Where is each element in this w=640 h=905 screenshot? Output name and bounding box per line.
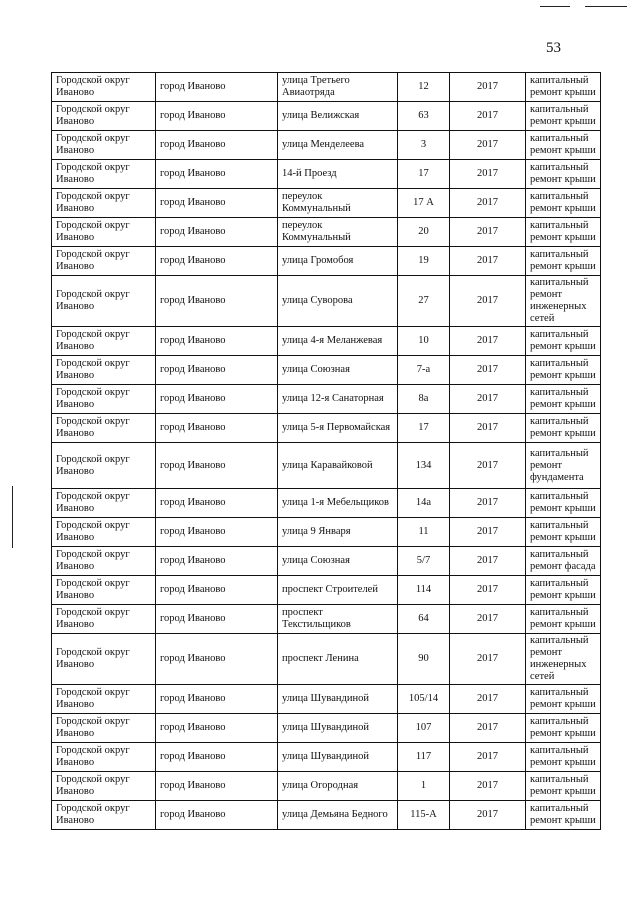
year-cell: 2017 [450, 685, 526, 714]
work-type-cell: капитальный ремонт инженерных сетей [526, 276, 601, 327]
work-type-cell: капитальный ремонт крыши [526, 327, 601, 356]
work-type-cell: капитальный ремонт крыши [526, 714, 601, 743]
street-cell: улица 12-я Санаторная [278, 385, 398, 414]
table-row [52, 189, 601, 218]
street-cell: улица Велижская [278, 102, 398, 131]
table-row [52, 518, 601, 547]
year-cell: 2017 [450, 743, 526, 772]
street-cell: улица Шувандиной [278, 714, 398, 743]
work-type-cell: капитальный ремонт крыши [526, 801, 601, 830]
scan-edge-mark-top-right [585, 6, 627, 7]
settlement-cell: город Иваново [156, 685, 278, 714]
work-type-cell: капитальный ремонт крыши [526, 489, 601, 518]
street-cell: улица Демьяна Бедного [278, 801, 398, 830]
settlement-cell: город Иваново [156, 634, 278, 685]
municipality-cell: Городской округ Иваново [52, 547, 156, 576]
municipality-cell: Городской округ Иваново [52, 189, 156, 218]
house-number-cell: 8а [398, 385, 450, 414]
municipality-cell: Городской округ Иваново [52, 247, 156, 276]
settlement-cell: город Иваново [156, 131, 278, 160]
settlement-cell: город Иваново [156, 218, 278, 247]
municipality-cell: Городской округ Иваново [52, 160, 156, 189]
house-number-cell: 90 [398, 634, 450, 685]
settlement-cell: город Иваново [156, 160, 278, 189]
table-row [52, 547, 601, 576]
year-cell: 2017 [450, 327, 526, 356]
work-type-cell: капитальный ремонт фасада [526, 547, 601, 576]
settlement-cell: город Иваново [156, 518, 278, 547]
house-number-cell: 12 [398, 73, 450, 102]
street-cell: переулок Коммунальный [278, 189, 398, 218]
municipality-cell: Городской округ Иваново [52, 443, 156, 489]
table-row [52, 131, 601, 160]
work-type-cell: капитальный ремонт крыши [526, 605, 601, 634]
work-type-cell: капитальный ремонт инженерных сетей [526, 634, 601, 685]
municipality-cell: Городской округ Иваново [52, 327, 156, 356]
street-cell: улица Союзная [278, 356, 398, 385]
work-type-cell: капитальный ремонт крыши [526, 356, 601, 385]
table-row [52, 247, 601, 276]
house-number-cell: 105/14 [398, 685, 450, 714]
year-cell: 2017 [450, 489, 526, 518]
table-row [52, 772, 601, 801]
year-cell: 2017 [450, 385, 526, 414]
house-number-cell: 11 [398, 518, 450, 547]
year-cell: 2017 [450, 547, 526, 576]
settlement-cell: город Иваново [156, 489, 278, 518]
settlement-cell: город Иваново [156, 102, 278, 131]
house-number-cell: 5/7 [398, 547, 450, 576]
house-number-cell: 17 [398, 414, 450, 443]
municipality-cell: Городской округ Иваново [52, 489, 156, 518]
work-type-cell: капитальный ремонт фундамента [526, 443, 601, 489]
municipality-cell: Городской округ Иваново [52, 102, 156, 131]
settlement-cell: город Иваново [156, 247, 278, 276]
table-row [52, 443, 601, 489]
year-cell: 2017 [450, 443, 526, 489]
street-cell: проспект Ленина [278, 634, 398, 685]
street-cell: улица 9 Января [278, 518, 398, 547]
table-row [52, 385, 601, 414]
municipality-cell: Городской округ Иваново [52, 743, 156, 772]
street-cell: улица Суворова [278, 276, 398, 327]
street-cell: 14-й Проезд [278, 160, 398, 189]
house-number-cell: 19 [398, 247, 450, 276]
table-body [52, 73, 601, 830]
municipality-cell: Городской округ Иваново [52, 131, 156, 160]
table-row [52, 576, 601, 605]
street-cell: улица 1-я Мебельщиков [278, 489, 398, 518]
municipality-cell: Городской округ Иваново [52, 73, 156, 102]
municipality-cell: Городской округ Иваново [52, 772, 156, 801]
house-number-cell: 64 [398, 605, 450, 634]
house-number-cell: 27 [398, 276, 450, 327]
house-number-cell: 17 [398, 160, 450, 189]
year-cell: 2017 [450, 801, 526, 830]
street-cell: улица 5-я Первомайская [278, 414, 398, 443]
work-type-cell: капитальный ремонт крыши [526, 685, 601, 714]
street-cell: улица Громобоя [278, 247, 398, 276]
house-number-cell: 17 А [398, 189, 450, 218]
scan-edge-mark-top [540, 6, 570, 7]
settlement-cell: город Иваново [156, 443, 278, 489]
municipality-cell: Городской округ Иваново [52, 685, 156, 714]
street-cell: улица Огородная [278, 772, 398, 801]
year-cell: 2017 [450, 247, 526, 276]
table-row [52, 414, 601, 443]
work-type-cell: капитальный ремонт крыши [526, 189, 601, 218]
house-number-cell: 20 [398, 218, 450, 247]
settlement-cell: город Иваново [156, 605, 278, 634]
street-cell: переулок Коммунальный [278, 218, 398, 247]
year-cell: 2017 [450, 634, 526, 685]
street-cell: улица 4-я Меланжевая [278, 327, 398, 356]
house-number-cell: 14а [398, 489, 450, 518]
municipality-cell: Городской округ Иваново [52, 634, 156, 685]
street-cell: улица Третьего Авиаотряда [278, 73, 398, 102]
house-number-cell: 63 [398, 102, 450, 131]
year-cell: 2017 [450, 772, 526, 801]
house-number-cell: 115-А [398, 801, 450, 830]
settlement-cell: город Иваново [156, 327, 278, 356]
year-cell: 2017 [450, 576, 526, 605]
street-cell: проспект Строителей [278, 576, 398, 605]
settlement-cell: город Иваново [156, 547, 278, 576]
table-row [52, 743, 601, 772]
settlement-cell: город Иваново [156, 576, 278, 605]
work-type-cell: капитальный ремонт крыши [526, 247, 601, 276]
settlement-cell: город Иваново [156, 189, 278, 218]
settlement-cell: город Иваново [156, 714, 278, 743]
page-number: 53 [546, 40, 561, 56]
year-cell: 2017 [450, 714, 526, 743]
municipality-cell: Городской округ Иваново [52, 356, 156, 385]
table-row [52, 801, 601, 830]
municipality-cell: Городской округ Иваново [52, 276, 156, 327]
year-cell: 2017 [450, 131, 526, 160]
house-number-cell: 10 [398, 327, 450, 356]
table-row [52, 714, 601, 743]
year-cell: 2017 [450, 102, 526, 131]
year-cell: 2017 [450, 73, 526, 102]
municipality-cell: Городской округ Иваново [52, 714, 156, 743]
year-cell: 2017 [450, 518, 526, 547]
house-number-cell: 1 [398, 772, 450, 801]
municipality-cell: Городской округ Иваново [52, 518, 156, 547]
house-number-cell: 107 [398, 714, 450, 743]
year-cell: 2017 [450, 160, 526, 189]
house-number-cell: 117 [398, 743, 450, 772]
work-type-cell: капитальный ремонт крыши [526, 131, 601, 160]
table-row [52, 634, 601, 685]
street-cell: проспект Текстильщиков [278, 605, 398, 634]
settlement-cell: город Иваново [156, 801, 278, 830]
table-row [52, 356, 601, 385]
year-cell: 2017 [450, 276, 526, 327]
settlement-cell: город Иваново [156, 276, 278, 327]
street-cell: улица Каравайковой [278, 443, 398, 489]
settlement-cell: город Иваново [156, 73, 278, 102]
year-cell: 2017 [450, 218, 526, 247]
year-cell: 2017 [450, 605, 526, 634]
work-type-cell: капитальный ремонт крыши [526, 218, 601, 247]
table-row [52, 276, 601, 327]
settlement-cell: город Иваново [156, 743, 278, 772]
repair-schedule-table [51, 72, 601, 830]
work-type-cell: капитальный ремонт крыши [526, 518, 601, 547]
house-number-cell: 7-а [398, 356, 450, 385]
table-row [52, 489, 601, 518]
table-row [52, 685, 601, 714]
year-cell: 2017 [450, 414, 526, 443]
municipality-cell: Городской округ Иваново [52, 414, 156, 443]
street-cell: улица Менделеева [278, 131, 398, 160]
work-type-cell: капитальный ремонт крыши [526, 743, 601, 772]
work-type-cell: капитальный ремонт крыши [526, 385, 601, 414]
municipality-cell: Городской округ Иваново [52, 605, 156, 634]
table-row [52, 605, 601, 634]
work-type-cell: капитальный ремонт крыши [526, 73, 601, 102]
settlement-cell: город Иваново [156, 414, 278, 443]
work-type-cell: капитальный ремонт крыши [526, 160, 601, 189]
table-row [52, 102, 601, 131]
scan-edge-mark-left [12, 486, 13, 548]
house-number-cell: 134 [398, 443, 450, 489]
year-cell: 2017 [450, 356, 526, 385]
table-row [52, 73, 601, 102]
table-row [52, 327, 601, 356]
street-cell: улица Союзная [278, 547, 398, 576]
house-number-cell: 3 [398, 131, 450, 160]
house-number-cell: 114 [398, 576, 450, 605]
settlement-cell: город Иваново [156, 772, 278, 801]
table-row [52, 160, 601, 189]
table-row [52, 218, 601, 247]
street-cell: улица Шувандиной [278, 743, 398, 772]
settlement-cell: город Иваново [156, 385, 278, 414]
work-type-cell: капитальный ремонт крыши [526, 414, 601, 443]
municipality-cell: Городской округ Иваново [52, 801, 156, 830]
settlement-cell: город Иваново [156, 356, 278, 385]
municipality-cell: Городской округ Иваново [52, 576, 156, 605]
work-type-cell: капитальный ремонт крыши [526, 576, 601, 605]
work-type-cell: капитальный ремонт крыши [526, 102, 601, 131]
work-type-cell: капитальный ремонт крыши [526, 772, 601, 801]
street-cell: улица Шувандиной [278, 685, 398, 714]
municipality-cell: Городской округ Иваново [52, 385, 156, 414]
municipality-cell: Городской округ Иваново [52, 218, 156, 247]
year-cell: 2017 [450, 189, 526, 218]
